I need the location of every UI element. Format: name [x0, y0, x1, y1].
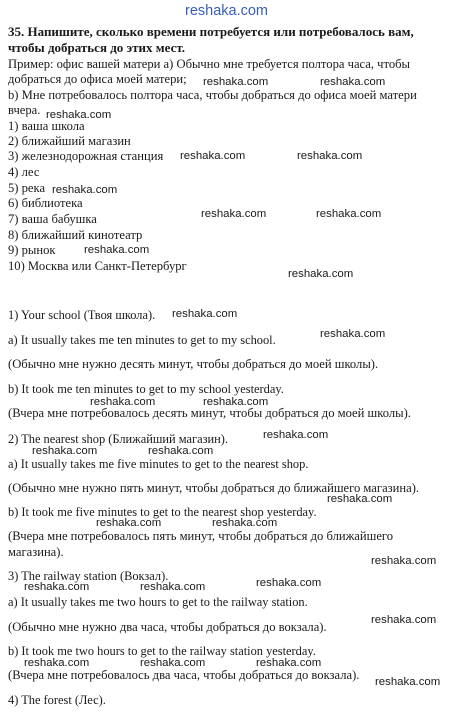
place-item: 5) река: [8, 181, 46, 195]
exercise-title-line-1: 35. Напишите, сколько времени потребуется или потребовалось вам,: [8, 24, 414, 39]
example-line-2: добраться до офиса моей матери;: [8, 72, 187, 86]
site-watermark: reshaka.com: [172, 308, 238, 320]
example-line-4: вчера.: [8, 103, 41, 117]
place-item: 9) рынок: [8, 243, 56, 257]
site-watermark: reshaka.com: [24, 657, 90, 669]
site-watermark: reshaka.com: [371, 614, 437, 626]
answer-line: b) It took me two hours to get to the railway station yesterday.: [8, 644, 316, 658]
site-watermark: reshaka.com: [327, 493, 393, 505]
answer-line: a) It usually takes me two hours to get to the railway station.: [8, 595, 308, 609]
example-line-3: b) Мне потребовалось полтора часа, чтобы добраться до офиса моей матери: [8, 88, 417, 102]
site-watermark: reshaka.com: [46, 109, 112, 121]
site-watermark: reshaka.com: [375, 676, 441, 688]
site-watermark: reshaka.com: [52, 184, 118, 196]
site-watermark: reshaka.com: [140, 581, 206, 593]
answer-line: b) It took me five minutes to get to the nearest shop yesterday.: [8, 505, 317, 519]
site-watermark: reshaka.com: [180, 150, 246, 162]
answer-heading-1: 1) Your school (Твоя школа).: [8, 308, 156, 322]
site-watermark: reshaka.com: [148, 445, 214, 457]
place-item: 10) Москва или Санкт-Петербург: [8, 259, 187, 273]
answer-heading-3: 3) The railway station (Вокзал).: [8, 569, 169, 583]
site-watermark: reshaka.com: [371, 555, 437, 567]
site-watermark-top[interactable]: reshaka.com: [185, 3, 269, 19]
answer-line: b) It took me ten minutes to get to my school yesterday.: [8, 382, 284, 396]
place-item: 6) библиотека: [8, 196, 83, 210]
answer-translation: (Обычно мне нужно десять минут, чтобы добраться до моей школы).: [8, 357, 379, 371]
answer-translation: (Обычно мне нужно пять минут, чтобы добраться до ближайшего магазина).: [8, 481, 420, 495]
answer-translation: (Обычно мне нужно два часа, чтобы добраться до вокзала).: [8, 620, 327, 634]
place-item: 3) железнодорожная станция: [8, 149, 164, 163]
site-watermark: reshaka.com: [320, 76, 386, 88]
site-watermark: reshaka.com: [263, 429, 329, 441]
answer-line: a) It usually takes me five minutes to get to the nearest shop.: [8, 457, 309, 471]
site-watermark: reshaka.com: [297, 150, 363, 162]
site-watermark: reshaka.com: [320, 328, 386, 340]
site-watermark: reshaka.com: [212, 517, 278, 529]
place-item: 8) ближайший кинотеатр: [8, 228, 143, 242]
site-watermark: reshaka.com: [256, 577, 322, 589]
answer-translation: (Вчера мне потребовалось пять минут, чтобы добраться до ближайшего: [8, 529, 394, 543]
site-watermark: reshaka.com: [203, 396, 269, 408]
answer-heading-2: 2) The nearest shop (Ближайший магазин).: [8, 432, 228, 446]
site-watermark: reshaka.com: [90, 396, 156, 408]
site-watermark: reshaka.com: [32, 445, 98, 457]
site-watermark: reshaka.com: [84, 244, 150, 256]
site-watermark: reshaka.com: [201, 208, 267, 220]
site-watermark: reshaka.com: [24, 581, 90, 593]
example-line-1: Пример: офис вашей матери а) Обычно мне требуется полтора часа, чтобы: [8, 57, 410, 71]
site-watermark: reshaka.com: [96, 517, 162, 529]
answer-translation: (Вчера мне потребовалось два часа, чтобы добраться до вокзала).: [8, 668, 360, 682]
exercise-title-line-2: чтобы добраться до этих мест.: [8, 40, 186, 55]
site-watermark: reshaka.com: [288, 268, 354, 280]
place-item: 4) лес: [8, 165, 40, 179]
answer-translation: (Вчера мне потребовалось десять минут, чтобы добраться до моей школы).: [8, 406, 411, 420]
answer-heading-4: 4) The forest (Лес).: [8, 693, 106, 707]
answer-line: a) It usually takes me ten minutes to get to my school.: [8, 333, 276, 347]
place-item: 2) ближайший магазин: [8, 134, 131, 148]
place-item: 1) ваша школа: [8, 119, 85, 133]
site-watermark: reshaka.com: [316, 208, 382, 220]
place-item: 7) ваша бабушка: [8, 212, 97, 226]
site-watermark: reshaka.com: [140, 657, 206, 669]
site-watermark: reshaka.com: [203, 76, 269, 88]
site-watermark: reshaka.com: [256, 657, 322, 669]
answer-translation-cont: магазина).: [8, 545, 64, 559]
